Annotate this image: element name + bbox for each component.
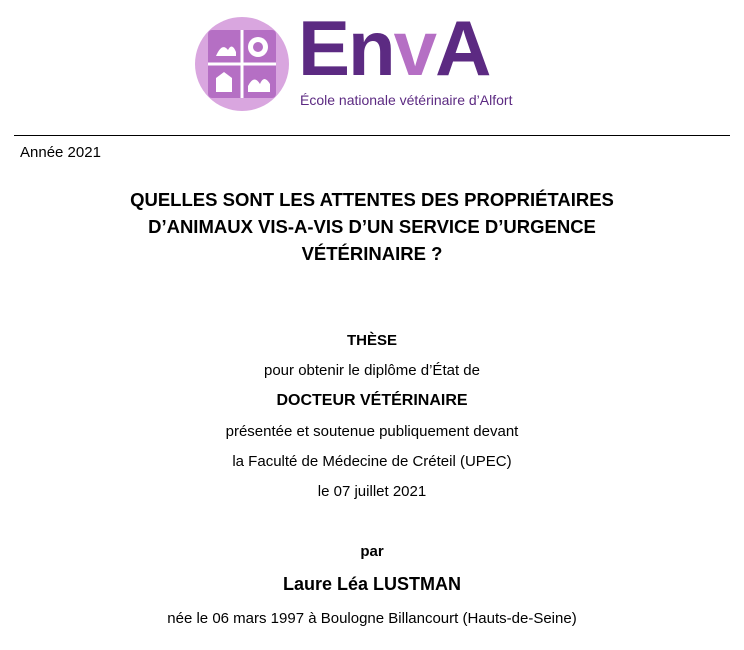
- by-label: par: [360, 543, 384, 560]
- year-label: Année 2021: [20, 144, 101, 161]
- author-name: Laure Léa LUSTMAN: [282, 574, 462, 594]
- logo-subtitle: École nationale vétérinaire d’Alfort: [300, 92, 513, 108]
- header-logo-area: [0, 0, 744, 128]
- diploma-line: pour obtenir le diplôme d’État de: [264, 362, 480, 379]
- enva-emblem-icon: [194, 16, 290, 112]
- presented-line: présentée et soutenue publiquement devant: [225, 423, 519, 440]
- title-line: VÉTÉRINAIRE ?: [301, 243, 443, 264]
- these-label: THÈSE: [346, 332, 397, 349]
- author-birth: née le 06 mars 1997 à Boulogne Billancourt (Hauts-de-Seine): [167, 610, 577, 627]
- header-rule: [14, 135, 730, 136]
- thesis-title: [60, 186, 684, 267]
- faculty-line: la Faculté de Médecine de Créteil (UPEC): [232, 453, 512, 470]
- defense-date: le 07 juillet 2021: [317, 483, 427, 500]
- degree-title: DOCTEUR VÉTÉRINAIRE: [276, 392, 468, 409]
- title-line: D’ANIMAUX VIS-A-VIS D’UN SERVICE D’URGENCE: [148, 216, 596, 237]
- logo-wordmark: EnvA: [298, 4, 490, 92]
- title-line: QUELLES SONT LES ATTENTES DES PROPRIÉTAIRES: [130, 189, 614, 210]
